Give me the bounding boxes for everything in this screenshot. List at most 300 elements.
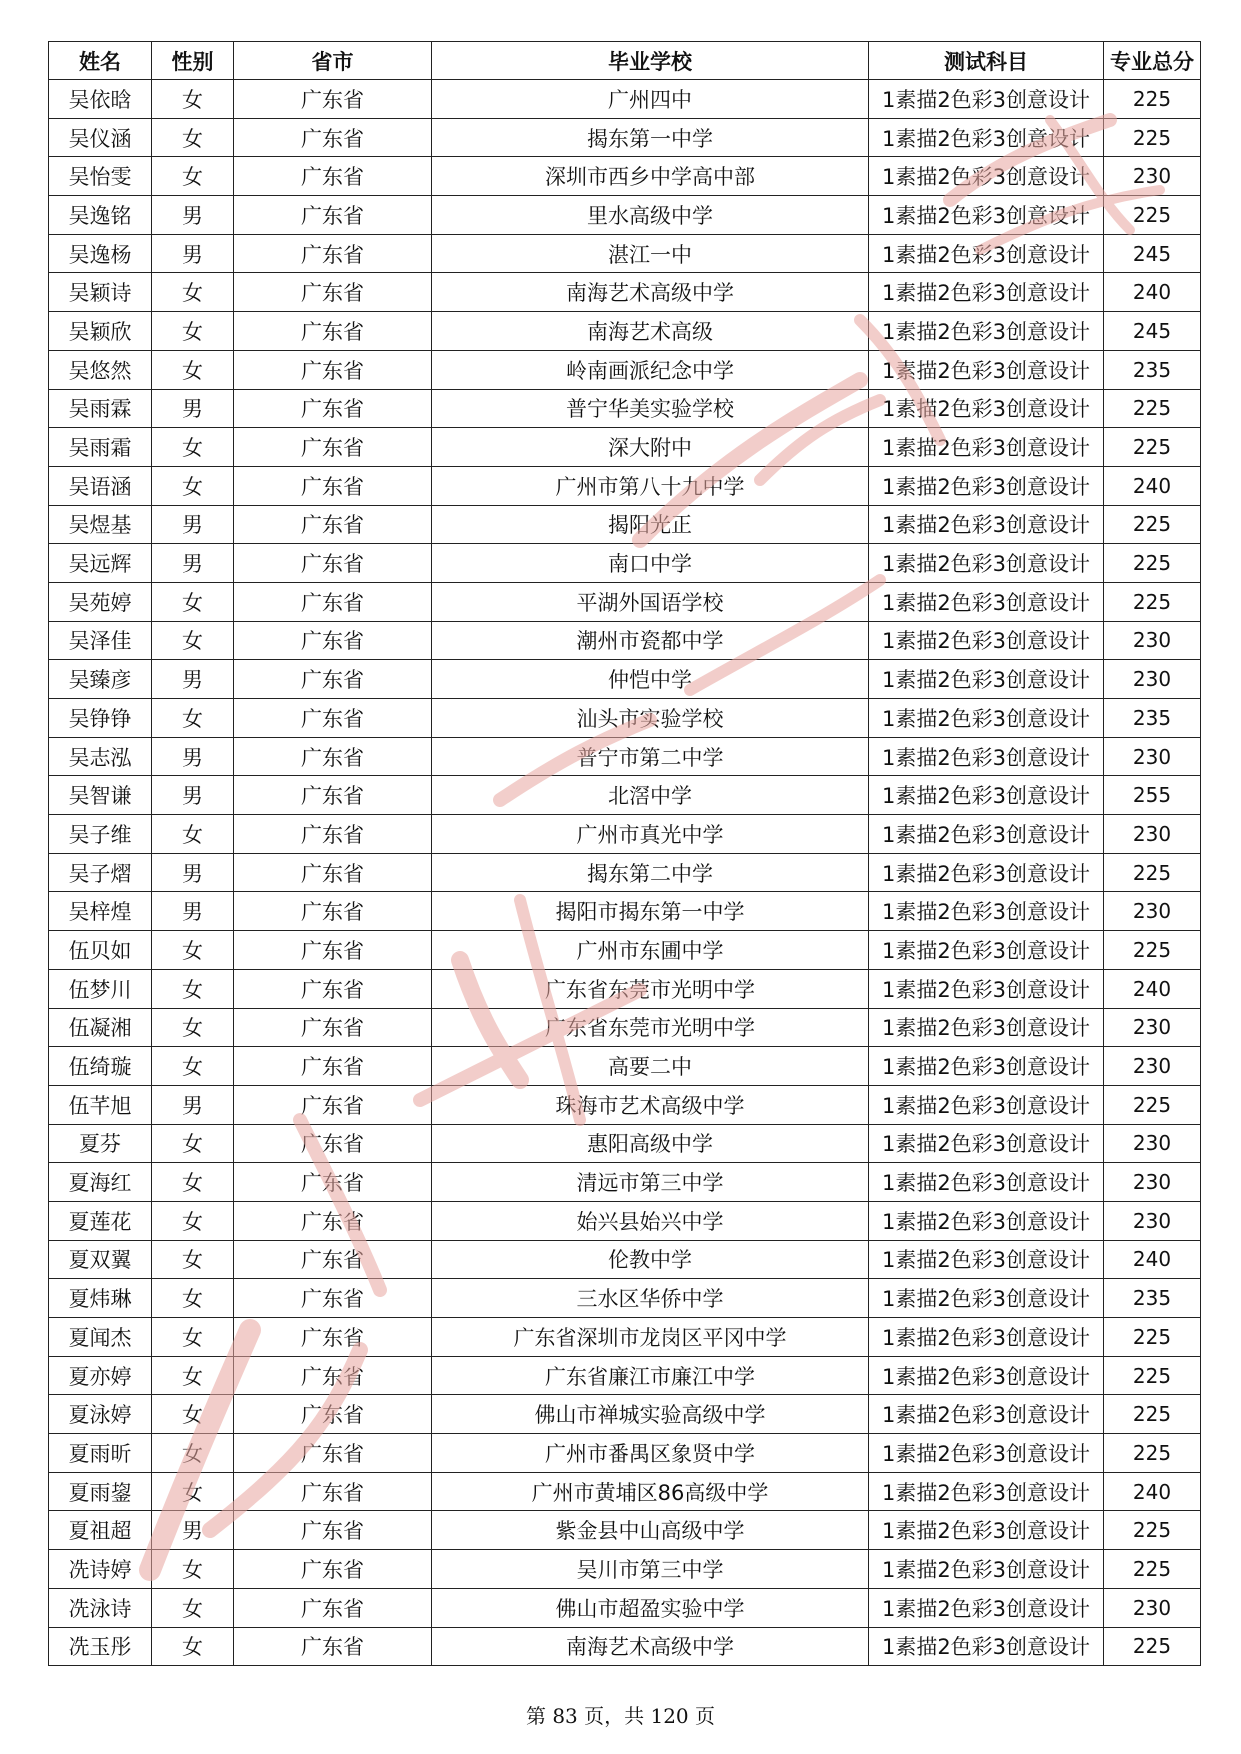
cell-province: 广东省: [234, 118, 432, 157]
cell-school: 始兴县始兴中学: [432, 1201, 869, 1240]
cell-province: 广东省: [234, 660, 432, 699]
cell-province: 广东省: [234, 1434, 432, 1473]
cell-name: 吴子维: [49, 815, 152, 854]
cell-total-score: 240: [1104, 969, 1201, 1008]
cell-school: 揭阳市揭东第一中学: [432, 892, 869, 931]
table-row: [49, 196, 1201, 235]
cell-province: 广东省: [234, 389, 432, 428]
table-row: [49, 737, 1201, 776]
cell-total-score: 225: [1104, 505, 1201, 544]
cell-total-score: 225: [1104, 1627, 1201, 1666]
cell-school: 紫金县中山高级中学: [432, 1511, 869, 1550]
cell-total-score: 225: [1104, 1356, 1201, 1395]
cell-gender: 男: [152, 234, 234, 273]
cell-name: 吴语涵: [49, 466, 152, 505]
cell-subjects: 1素描2色彩3创意设计: [869, 157, 1104, 196]
admission-table: [48, 41, 1201, 1666]
table-row: [49, 273, 1201, 312]
cell-province: 广东省: [234, 1085, 432, 1124]
cell-name: 吴子熠: [49, 853, 152, 892]
table-row: [49, 621, 1201, 660]
cell-subjects: 1素描2色彩3创意设计: [869, 273, 1104, 312]
cell-gender: 女: [152, 1472, 234, 1511]
cell-school: 普宁市第二中学: [432, 737, 869, 776]
cell-province: 广东省: [234, 1047, 432, 1086]
cell-subjects: 1素描2色彩3创意设计: [869, 350, 1104, 389]
cell-school: 广东省廉江市廉江中学: [432, 1356, 869, 1395]
cell-school: 普宁华美实验学校: [432, 389, 869, 428]
cell-name: 吴雨霖: [49, 389, 152, 428]
cell-name: 吴梓煌: [49, 892, 152, 931]
cell-name: 吴志泓: [49, 737, 152, 776]
cell-gender: 女: [152, 350, 234, 389]
cell-subjects: 1素描2色彩3创意设计: [869, 1472, 1104, 1511]
cell-name: 夏雨鋆: [49, 1472, 152, 1511]
cell-province: 广东省: [234, 621, 432, 660]
cell-province: 广东省: [234, 1550, 432, 1589]
cell-school: 南口中学: [432, 544, 869, 583]
cell-school: 揭东第一中学: [432, 118, 869, 157]
cell-total-score: 245: [1104, 312, 1201, 351]
cell-school: 广州市真光中学: [432, 815, 869, 854]
cell-total-score: 225: [1104, 931, 1201, 970]
cell-name: 冼泳诗: [49, 1588, 152, 1627]
header-province: 省市: [234, 42, 432, 80]
cell-subjects: 1素描2色彩3创意设计: [869, 737, 1104, 776]
cell-name: 夏祖超: [49, 1511, 152, 1550]
cell-school: 揭东第二中学: [432, 853, 869, 892]
table-row: [49, 892, 1201, 931]
cell-subjects: 1素描2色彩3创意设计: [869, 1085, 1104, 1124]
table-row: [49, 1318, 1201, 1357]
cell-province: 广东省: [234, 428, 432, 467]
table-row: [49, 312, 1201, 351]
cell-subjects: 1素描2色彩3创意设计: [869, 80, 1104, 119]
cell-school: 广州市东圃中学: [432, 931, 869, 970]
cell-name: 吴雨霜: [49, 428, 152, 467]
cell-school: 湛江一中: [432, 234, 869, 273]
cell-school: 广州四中: [432, 80, 869, 119]
cell-subjects: 1素描2色彩3创意设计: [869, 1279, 1104, 1318]
cell-province: 广东省: [234, 1588, 432, 1627]
cell-province: 广东省: [234, 699, 432, 738]
table-row: [49, 428, 1201, 467]
cell-school: 佛山市超盈实验中学: [432, 1588, 869, 1627]
cell-gender: 女: [152, 273, 234, 312]
cell-school: 北滘中学: [432, 776, 869, 815]
cell-school: 平湖外国语学校: [432, 582, 869, 621]
cell-subjects: 1素描2色彩3创意设计: [869, 118, 1104, 157]
cell-total-score: 230: [1104, 157, 1201, 196]
cell-total-score: 235: [1104, 350, 1201, 389]
cell-province: 广东省: [234, 1124, 432, 1163]
cell-province: 广东省: [234, 1395, 432, 1434]
cell-school: 广东省东莞市光明中学: [432, 969, 869, 1008]
cell-gender: 男: [152, 660, 234, 699]
cell-total-score: 245: [1104, 234, 1201, 273]
cell-school: 揭阳光正: [432, 505, 869, 544]
footer-total-pages: 120: [650, 1704, 689, 1728]
cell-gender: 女: [152, 1201, 234, 1240]
cell-province: 广东省: [234, 273, 432, 312]
cell-total-score: 225: [1104, 80, 1201, 119]
table-row: [49, 582, 1201, 621]
cell-name: 夏海红: [49, 1163, 152, 1202]
cell-name: 夏芬: [49, 1124, 152, 1163]
table-row: [49, 699, 1201, 738]
cell-school: 佛山市禅城实验高级中学: [432, 1395, 869, 1434]
table-row: [49, 1085, 1201, 1124]
cell-subjects: 1素描2色彩3创意设计: [869, 1511, 1104, 1550]
cell-province: 广东省: [234, 196, 432, 235]
table-row: [49, 350, 1201, 389]
cell-school: 惠阳高级中学: [432, 1124, 869, 1163]
cell-total-score: 230: [1104, 737, 1201, 776]
cell-name: 夏双翼: [49, 1240, 152, 1279]
cell-name: 伍凝湘: [49, 1008, 152, 1047]
cell-subjects: 1素描2色彩3创意设计: [869, 1356, 1104, 1395]
table-row: [49, 1356, 1201, 1395]
table-row: [49, 1588, 1201, 1627]
cell-name: 吴远辉: [49, 544, 152, 583]
cell-name: 吴逸杨: [49, 234, 152, 273]
cell-gender: 男: [152, 389, 234, 428]
cell-name: 夏雨昕: [49, 1434, 152, 1473]
cell-name: 吴铮铮: [49, 699, 152, 738]
cell-total-score: 225: [1104, 196, 1201, 235]
table-header-row: [49, 42, 1201, 80]
cell-total-score: 230: [1104, 1047, 1201, 1086]
cell-name: 伍梦川: [49, 969, 152, 1008]
cell-gender: 女: [152, 118, 234, 157]
cell-subjects: 1素描2色彩3创意设计: [869, 815, 1104, 854]
cell-name: 吴泽佳: [49, 621, 152, 660]
table-row: [49, 1395, 1201, 1434]
cell-province: 广东省: [234, 892, 432, 931]
cell-gender: 女: [152, 80, 234, 119]
cell-gender: 男: [152, 196, 234, 235]
table-row: [49, 1047, 1201, 1086]
table-row: [49, 1201, 1201, 1240]
cell-subjects: 1素描2色彩3创意设计: [869, 389, 1104, 428]
cell-gender: 女: [152, 1124, 234, 1163]
cell-province: 广东省: [234, 776, 432, 815]
table-row: [49, 157, 1201, 196]
cell-gender: 男: [152, 1085, 234, 1124]
cell-gender: 女: [152, 582, 234, 621]
cell-subjects: 1素描2色彩3创意设计: [869, 1008, 1104, 1047]
footer-prefix: 第: [525, 1704, 553, 1728]
table-row: [49, 776, 1201, 815]
cell-gender: 女: [152, 1395, 234, 1434]
cell-school: 高要二中: [432, 1047, 869, 1086]
cell-subjects: 1素描2色彩3创意设计: [869, 544, 1104, 583]
cell-province: 广东省: [234, 1279, 432, 1318]
cell-province: 广东省: [234, 1356, 432, 1395]
cell-gender: 女: [152, 815, 234, 854]
table-row: [49, 660, 1201, 699]
cell-total-score: 230: [1104, 892, 1201, 931]
table-row: [49, 1240, 1201, 1279]
cell-gender: 男: [152, 544, 234, 583]
table-row: [49, 931, 1201, 970]
cell-province: 广东省: [234, 815, 432, 854]
cell-gender: 女: [152, 1240, 234, 1279]
cell-name: 吴颖欣: [49, 312, 152, 351]
table-row: [49, 80, 1201, 119]
table-row: [49, 1434, 1201, 1473]
cell-name: 吴仪涵: [49, 118, 152, 157]
cell-total-score: 230: [1104, 1163, 1201, 1202]
cell-total-score: 230: [1104, 1008, 1201, 1047]
cell-province: 广东省: [234, 80, 432, 119]
cell-subjects: 1素描2色彩3创意设计: [869, 1124, 1104, 1163]
cell-gender: 男: [152, 776, 234, 815]
cell-total-score: 225: [1104, 1550, 1201, 1589]
header-school: 毕业学校: [432, 42, 869, 80]
cell-province: 广东省: [234, 582, 432, 621]
cell-name: 夏莲花: [49, 1201, 152, 1240]
table-row: [49, 1627, 1201, 1666]
cell-total-score: 225: [1104, 118, 1201, 157]
cell-subjects: 1素描2色彩3创意设计: [869, 428, 1104, 467]
table-row: [49, 969, 1201, 1008]
cell-subjects: 1素描2色彩3创意设计: [869, 776, 1104, 815]
cell-gender: 女: [152, 1627, 234, 1666]
cell-total-score: 240: [1104, 1472, 1201, 1511]
cell-total-score: 230: [1104, 660, 1201, 699]
cell-gender: 女: [152, 1163, 234, 1202]
table-row: [49, 1511, 1201, 1550]
cell-gender: 女: [152, 699, 234, 738]
cell-total-score: 225: [1104, 1395, 1201, 1434]
cell-school: 深圳市西乡中学高中部: [432, 157, 869, 196]
cell-subjects: 1素描2色彩3创意设计: [869, 1395, 1104, 1434]
cell-name: 伍绮璇: [49, 1047, 152, 1086]
cell-subjects: 1素描2色彩3创意设计: [869, 1163, 1104, 1202]
cell-gender: 女: [152, 1550, 234, 1589]
cell-total-score: 230: [1104, 1201, 1201, 1240]
cell-subjects: 1素描2色彩3创意设计: [869, 466, 1104, 505]
cell-school: 深大附中: [432, 428, 869, 467]
cell-subjects: 1素描2色彩3创意设计: [869, 312, 1104, 351]
cell-total-score: 230: [1104, 621, 1201, 660]
cell-school: 广东省东莞市光明中学: [432, 1008, 869, 1047]
cell-school: 潮州市瓷都中学: [432, 621, 869, 660]
cell-name: 吴怡雯: [49, 157, 152, 196]
cell-school: 南海艺术高级: [432, 312, 869, 351]
cell-gender: 女: [152, 621, 234, 660]
cell-province: 广东省: [234, 1240, 432, 1279]
cell-school: 伦教中学: [432, 1240, 869, 1279]
table-row: [49, 505, 1201, 544]
cell-subjects: 1素描2色彩3创意设计: [869, 969, 1104, 1008]
cell-province: 广东省: [234, 1318, 432, 1357]
table-body: [49, 80, 1201, 1666]
cell-subjects: 1素描2色彩3创意设计: [869, 621, 1104, 660]
cell-name: 夏炜琳: [49, 1279, 152, 1318]
cell-province: 广东省: [234, 1627, 432, 1666]
cell-name: 夏亦婷: [49, 1356, 152, 1395]
cell-name: 吴依晗: [49, 80, 152, 119]
cell-province: 广东省: [234, 466, 432, 505]
cell-gender: 女: [152, 1318, 234, 1357]
cell-province: 广东省: [234, 234, 432, 273]
cell-subjects: 1素描2色彩3创意设计: [869, 699, 1104, 738]
cell-province: 广东省: [234, 1511, 432, 1550]
cell-name: 吴臻彦: [49, 660, 152, 699]
cell-school: 汕头市实验学校: [432, 699, 869, 738]
cell-subjects: 1素描2色彩3创意设计: [869, 1047, 1104, 1086]
cell-name: 吴逸铭: [49, 196, 152, 235]
cell-subjects: 1素描2色彩3创意设计: [869, 582, 1104, 621]
cell-total-score: 240: [1104, 466, 1201, 505]
cell-school: 广州市番禺区象贤中学: [432, 1434, 869, 1473]
cell-total-score: 240: [1104, 273, 1201, 312]
cell-name: 吴智谦: [49, 776, 152, 815]
cell-total-score: 240: [1104, 1240, 1201, 1279]
cell-gender: 女: [152, 1008, 234, 1047]
cell-gender: 女: [152, 1588, 234, 1627]
cell-subjects: 1素描2色彩3创意设计: [869, 1434, 1104, 1473]
admission-list-sheet: [48, 41, 1200, 1666]
table-row: [49, 1279, 1201, 1318]
cell-school: 南海艺术高级中学: [432, 273, 869, 312]
cell-province: 广东省: [234, 1201, 432, 1240]
cell-gender: 女: [152, 157, 234, 196]
cell-gender: 女: [152, 312, 234, 351]
cell-name: 伍贝如: [49, 931, 152, 970]
cell-total-score: 225: [1104, 389, 1201, 428]
cell-province: 广东省: [234, 157, 432, 196]
table-row: [49, 1008, 1201, 1047]
cell-name: 吴煜基: [49, 505, 152, 544]
cell-total-score: 235: [1104, 1279, 1201, 1318]
cell-province: 广东省: [234, 350, 432, 389]
cell-province: 广东省: [234, 931, 432, 970]
cell-total-score: 225: [1104, 853, 1201, 892]
cell-total-score: 225: [1104, 1511, 1201, 1550]
cell-subjects: 1素描2色彩3创意设计: [869, 1318, 1104, 1357]
cell-gender: 男: [152, 892, 234, 931]
cell-subjects: 1素描2色彩3创意设计: [869, 660, 1104, 699]
cell-total-score: 225: [1104, 1085, 1201, 1124]
page-footer: [0, 1700, 1241, 1729]
cell-subjects: 1素描2色彩3创意设计: [869, 1588, 1104, 1627]
cell-school: 广东省深圳市龙岗区平冈中学: [432, 1318, 869, 1357]
cell-total-score: 230: [1104, 815, 1201, 854]
table-row: [49, 118, 1201, 157]
cell-gender: 男: [152, 737, 234, 776]
header-name: 姓名: [49, 42, 152, 80]
cell-province: 广东省: [234, 505, 432, 544]
cell-subjects: 1素描2色彩3创意设计: [869, 1627, 1104, 1666]
cell-subjects: 1素描2色彩3创意设计: [869, 1240, 1104, 1279]
cell-province: 广东省: [234, 544, 432, 583]
cell-gender: 女: [152, 1279, 234, 1318]
cell-school: 广州市第八十九中学: [432, 466, 869, 505]
cell-total-score: 225: [1104, 1318, 1201, 1357]
cell-school: 吴川市第三中学: [432, 1550, 869, 1589]
cell-total-score: 230: [1104, 1588, 1201, 1627]
cell-gender: 女: [152, 1356, 234, 1395]
table-row: [49, 1550, 1201, 1589]
cell-school: 南海艺术高级中学: [432, 1627, 869, 1666]
cell-subjects: 1素描2色彩3创意设计: [869, 892, 1104, 931]
cell-subjects: 1素描2色彩3创意设计: [869, 931, 1104, 970]
cell-gender: 女: [152, 1434, 234, 1473]
cell-name: 冼诗婷: [49, 1550, 152, 1589]
header-gender: 性别: [152, 42, 234, 80]
cell-school: 岭南画派纪念中学: [432, 350, 869, 389]
cell-subjects: 1素描2色彩3创意设计: [869, 853, 1104, 892]
footer-middle: 页，共: [577, 1704, 651, 1728]
cell-total-score: 225: [1104, 1434, 1201, 1473]
cell-subjects: 1素描2色彩3创意设计: [869, 1201, 1104, 1240]
cell-gender: 女: [152, 969, 234, 1008]
cell-name: 冼玉彤: [49, 1627, 152, 1666]
cell-total-score: 225: [1104, 428, 1201, 467]
cell-name: 吴颖诗: [49, 273, 152, 312]
cell-province: 广东省: [234, 853, 432, 892]
cell-subjects: 1素描2色彩3创意设计: [869, 505, 1104, 544]
cell-name: 伍芊旭: [49, 1085, 152, 1124]
footer-suffix: 页: [688, 1704, 716, 1728]
cell-total-score: 225: [1104, 544, 1201, 583]
cell-school: 珠海市艺术高级中学: [432, 1085, 869, 1124]
cell-total-score: 225: [1104, 582, 1201, 621]
table-row: [49, 1124, 1201, 1163]
table-row: [49, 853, 1201, 892]
cell-subjects: 1素描2色彩3创意设计: [869, 1550, 1104, 1589]
cell-gender: 男: [152, 853, 234, 892]
cell-total-score: 230: [1104, 1124, 1201, 1163]
cell-gender: 女: [152, 1047, 234, 1086]
cell-subjects: 1素描2色彩3创意设计: [869, 196, 1104, 235]
header-subjects: 测试科目: [869, 42, 1104, 80]
table-row: [49, 234, 1201, 273]
cell-gender: 女: [152, 428, 234, 467]
cell-school: 仲恺中学: [432, 660, 869, 699]
cell-province: 广东省: [234, 1472, 432, 1511]
cell-total-score: 235: [1104, 699, 1201, 738]
cell-province: 广东省: [234, 312, 432, 351]
cell-subjects: 1素描2色彩3创意设计: [869, 234, 1104, 273]
table-row: [49, 1472, 1201, 1511]
cell-province: 广东省: [234, 737, 432, 776]
cell-gender: 女: [152, 466, 234, 505]
cell-name: 夏泳婷: [49, 1395, 152, 1434]
table-row: [49, 815, 1201, 854]
cell-province: 广东省: [234, 969, 432, 1008]
cell-gender: 男: [152, 505, 234, 544]
cell-total-score: 255: [1104, 776, 1201, 815]
cell-province: 广东省: [234, 1163, 432, 1202]
header-total-score: 专业总分: [1104, 42, 1201, 80]
cell-school: 广州市黄埔区86高级中学: [432, 1472, 869, 1511]
table-row: [49, 544, 1201, 583]
table-row: [49, 466, 1201, 505]
table-row: [49, 389, 1201, 428]
cell-gender: 男: [152, 1511, 234, 1550]
cell-province: 广东省: [234, 1008, 432, 1047]
table-row: [49, 1163, 1201, 1202]
footer-page-number: 83: [552, 1704, 578, 1728]
cell-school: 三水区华侨中学: [432, 1279, 869, 1318]
cell-gender: 女: [152, 931, 234, 970]
cell-school: 里水高级中学: [432, 196, 869, 235]
cell-name: 夏闻杰: [49, 1318, 152, 1357]
